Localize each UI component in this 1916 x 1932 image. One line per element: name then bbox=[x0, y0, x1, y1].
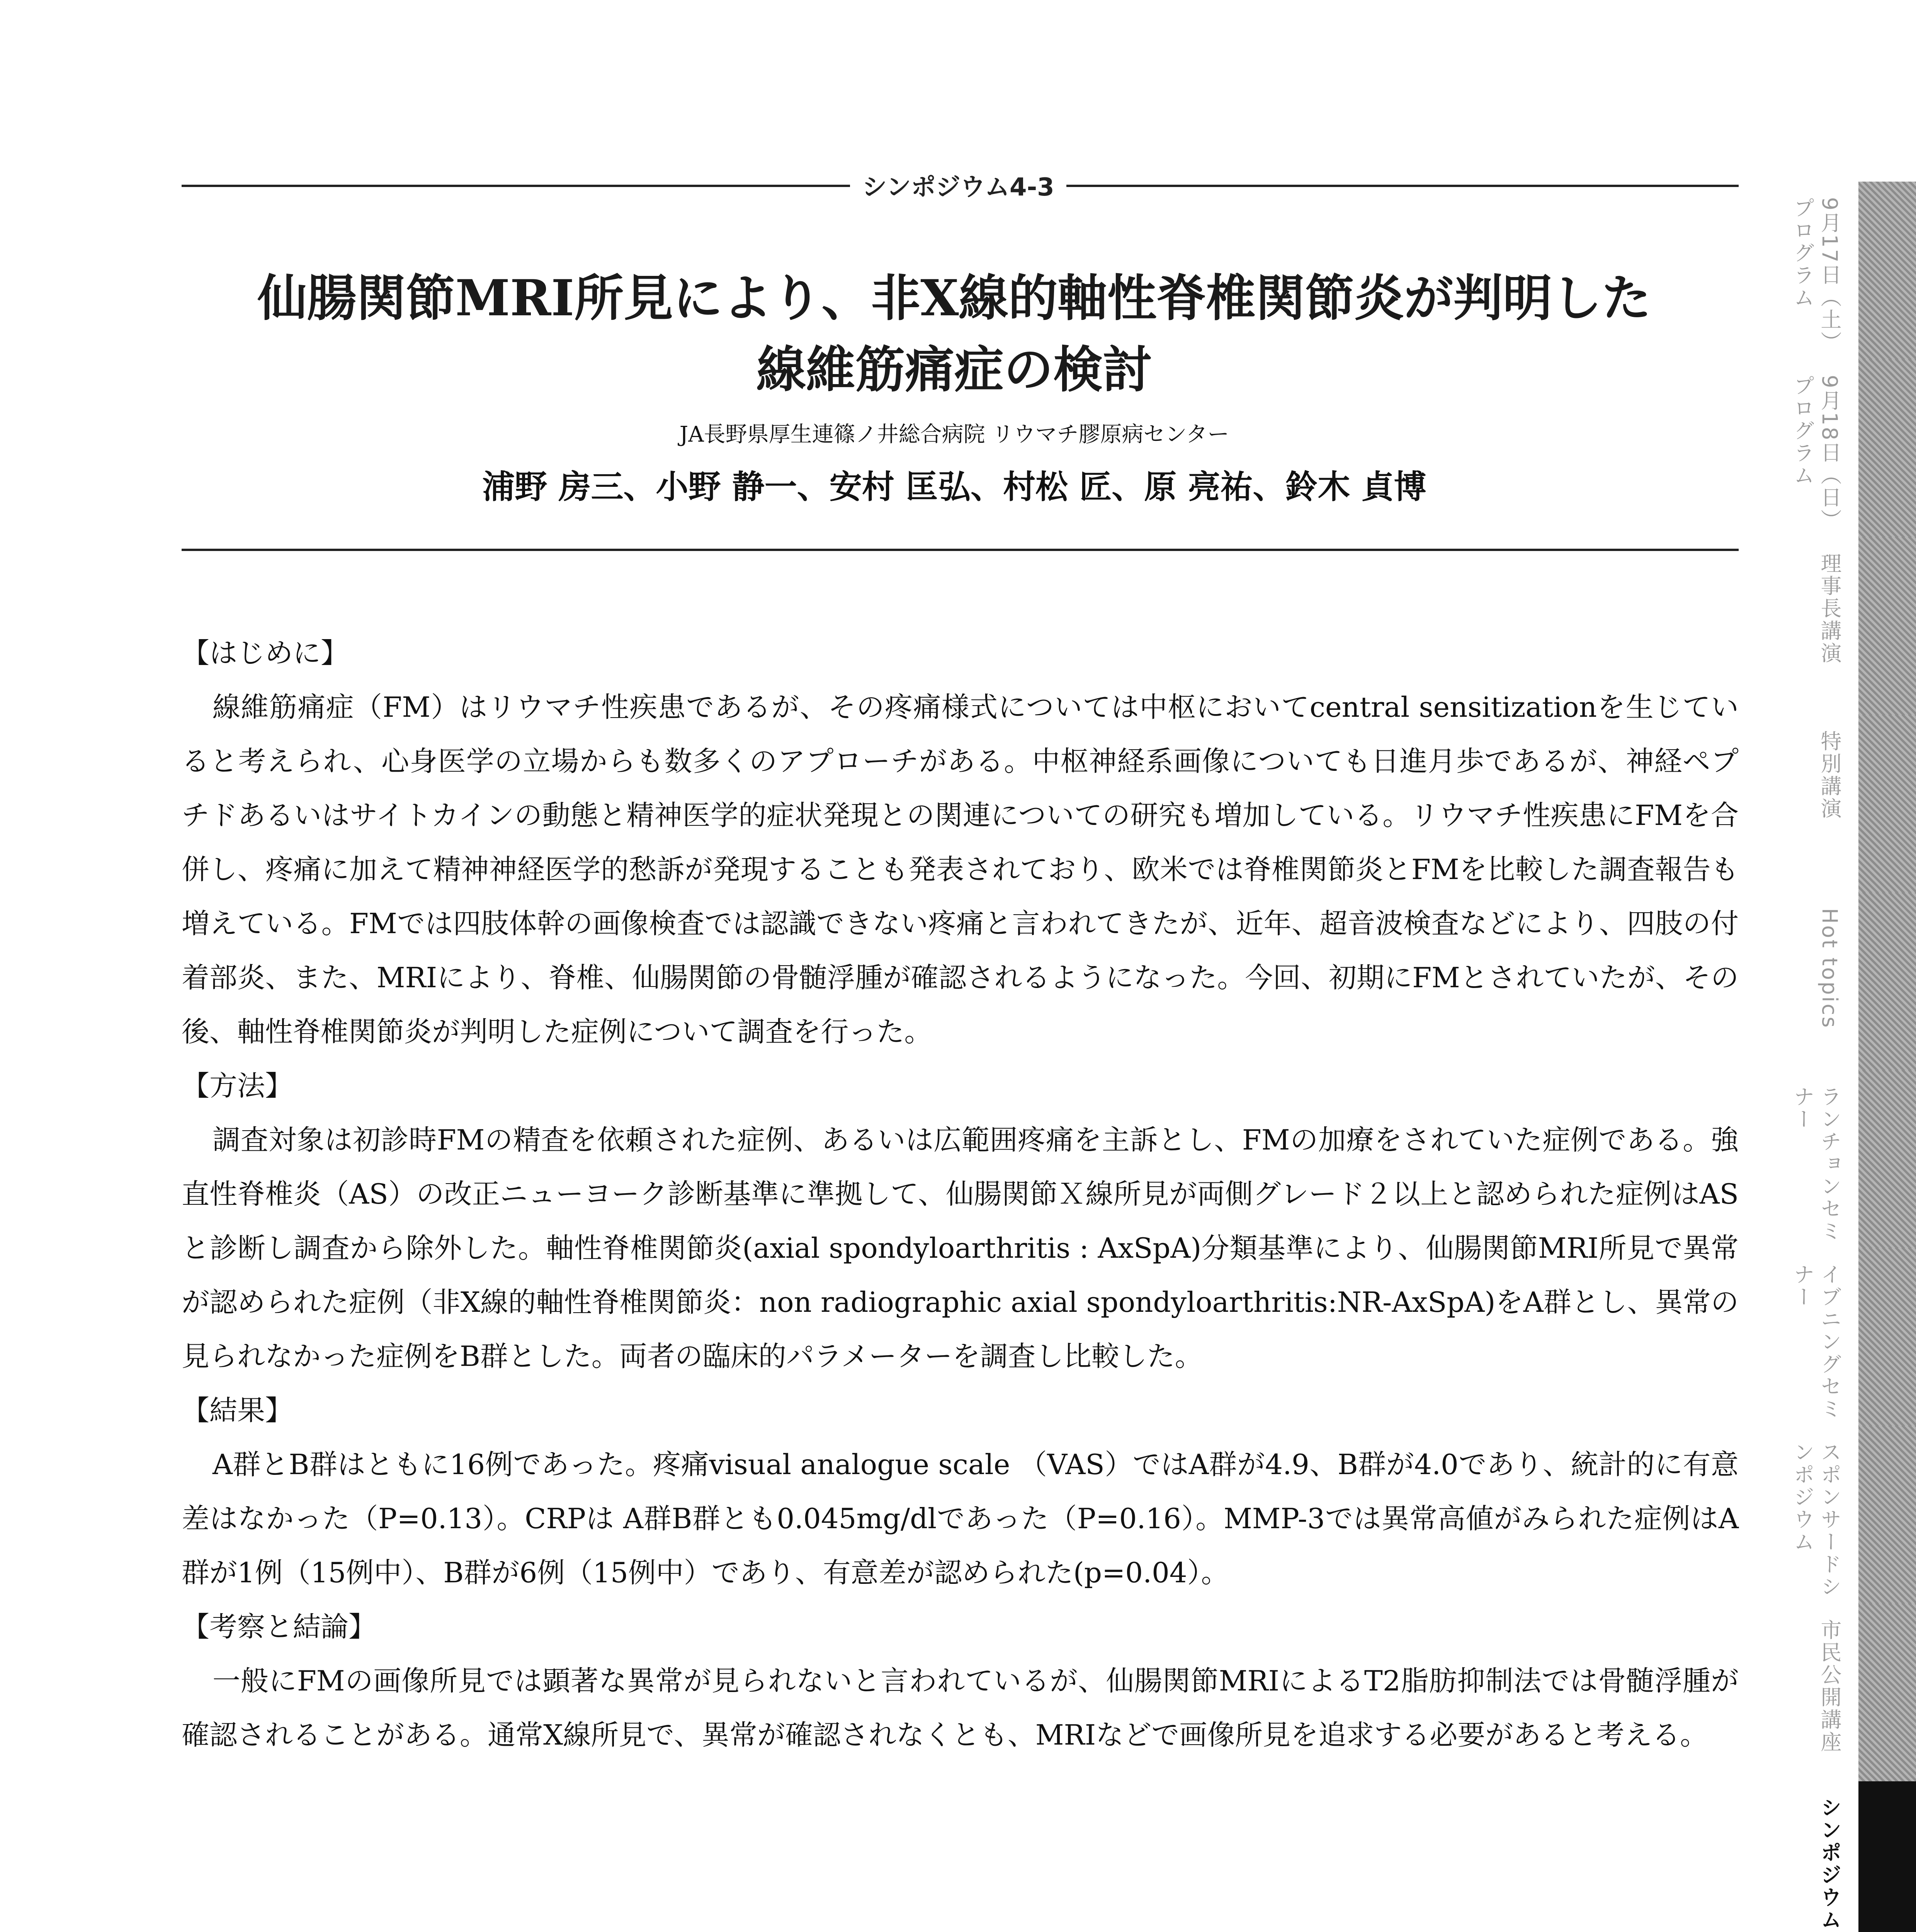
side-tab[interactable] bbox=[1750, 1426, 1916, 1627]
side-index-tabs bbox=[1750, 182, 1916, 1932]
tab-bar bbox=[1858, 359, 1916, 553]
section-text-intro: 線維筋痛症（FM）はリウマチ性疾患であるが、その疼痛様式については中枢においてcentral sensitizationを生じていると考えられ、心身医学の立場からも数多くのアプローチがある。中枢神経系画像についても日進月歩であるが、神経ペプチドあるいはサイトカインの動態と精神医学的症状発現との関連についての研究も増加している。リウマチ性疾患にFMを合併し、疼痛に加えて精神神経医学的愁訴が発現することも発表されており、欧米では脊椎関節炎とFMを比較した調査報告も増えている。FMでは四肢体幹の画像検査では認識できない疼痛と言われてきたが、近年、超音波検査などにより、四肢の付着部炎、また、MRIにより、脊椎、仙腸関節の骨髄浮腫が確認されるようになった。今回、初期にFMとされていたが、その後、軸性脊椎関節炎が判明した症例について調査を行った。 bbox=[182, 691, 1739, 1048]
title-line-2: 線維筋痛症の検討 bbox=[756, 341, 1152, 399]
tab-bar bbox=[1858, 715, 1916, 908]
tab-label: ランチョンセミナー bbox=[1790, 1086, 1842, 1243]
section-label: シンポジウム4-3 bbox=[850, 170, 1066, 205]
tab-bar bbox=[1858, 1248, 1916, 1441]
tab-label: 特別講演 bbox=[1817, 730, 1842, 820]
section-heading-intro: 【はじめに】 bbox=[182, 637, 349, 669]
tab-label: 理事長講演 bbox=[1817, 553, 1842, 665]
section-heading-methods: 【方法】 bbox=[182, 1070, 293, 1102]
side-tab[interactable] bbox=[1750, 893, 1916, 1094]
side-tab[interactable] bbox=[1750, 359, 1916, 560]
tab-label: イブニングセミナー bbox=[1790, 1264, 1842, 1420]
tab-bar bbox=[1858, 1604, 1916, 1797]
section-heading-results: 【結果】 bbox=[182, 1394, 293, 1427]
tab-label: シンポジウム bbox=[1817, 1797, 1842, 1931]
tab-label: Hot topics bbox=[1817, 908, 1842, 1029]
section-text-results: A群とB群はともに16例であった。疼痛visual analogue scale （VAS）ではA群が4.9、B群が4.0であり、統計的に有意差はなかった（P=0.13）。CRPは A群B群とも0.045mg/dlであった（P=0.16）。MMP-3では異常高値がみられた症例はA群が1例（15例中）、B群が6例（15例中）であり、有意差が認められた(p=0.04）。 bbox=[182, 1448, 1739, 1589]
tab-bar bbox=[1858, 1781, 1916, 1932]
section-text-methods: 調査対象は初診時FMの精査を依頼された症例、あるいは広範囲疼痛を主訴とし、FMの加療をされていた症例である。強直性脊椎炎（AS）の改正ニューヨーク診断基準に準拠して、仙腸関節Ｘ線所見が両側グレード２以上と認められた症例はASと診断し調査から除外した。軸性脊椎関節炎(axial spondyloarthritis : AxSpA)分類基準により、仙腸関節MRI所見で異常が認められた症例（非X線的軸性脊椎関節炎：non radiographic axial spondyloarthritis:NR-AxSpA)をA群とし、異常の見られなかった症例をB群とした。両者の臨床的パラメーターを調査し比較した。 bbox=[182, 1124, 1739, 1372]
section-text-conclusion: 一般にFMの画像所見では顕著な異常が見られないと言われているが、仙腸関節MRIによるT2脂肪抑制法では骨髄浮腫が確認されることがある。通常X線所見で、異常が確認されなくとも、MRIなどで画像所見を追求する必要があると考える。 bbox=[182, 1665, 1739, 1751]
tab-label: 市民公開講座 bbox=[1817, 1619, 1842, 1753]
side-tab[interactable] bbox=[1750, 1070, 1916, 1271]
tab-bar bbox=[1858, 537, 1916, 730]
tab-bar bbox=[1858, 893, 1916, 1086]
authors: 浦野 房三、小野 静一、安村 匡弘、村松 匠、原 亮祐、鈴木 貞博 bbox=[482, 468, 1426, 506]
title-divider bbox=[182, 549, 1739, 551]
side-tab[interactable] bbox=[1750, 1248, 1916, 1449]
section-heading-conclusion: 【考察と結論】 bbox=[182, 1611, 377, 1643]
side-tab[interactable] bbox=[1750, 182, 1916, 383]
article-title bbox=[182, 263, 1727, 406]
tab-bar bbox=[1858, 182, 1916, 375]
article-body bbox=[182, 626, 1739, 1762]
affiliation: JA長野県厚生連篠ノ井総合病院 リウマチ膠原病センター bbox=[679, 422, 1229, 447]
tab-label: 9月17日（土）プログラム bbox=[1790, 197, 1842, 354]
tab-bar bbox=[1858, 1070, 1916, 1264]
tab-bar bbox=[1858, 1426, 1916, 1619]
side-tab[interactable] bbox=[1750, 1604, 1916, 1804]
side-tab[interactable] bbox=[1750, 537, 1916, 738]
tab-label: 9月18日（日）プログラム bbox=[1790, 375, 1842, 532]
title-line-1: 仙腸関節MRI所見により、非X線的軸性脊椎関節炎が判明した bbox=[257, 269, 1651, 327]
side-tab-active[interactable] bbox=[1750, 1781, 1916, 1932]
tab-label: スポンサードシンポジウム bbox=[1790, 1441, 1842, 1598]
side-tab[interactable] bbox=[1750, 715, 1916, 916]
